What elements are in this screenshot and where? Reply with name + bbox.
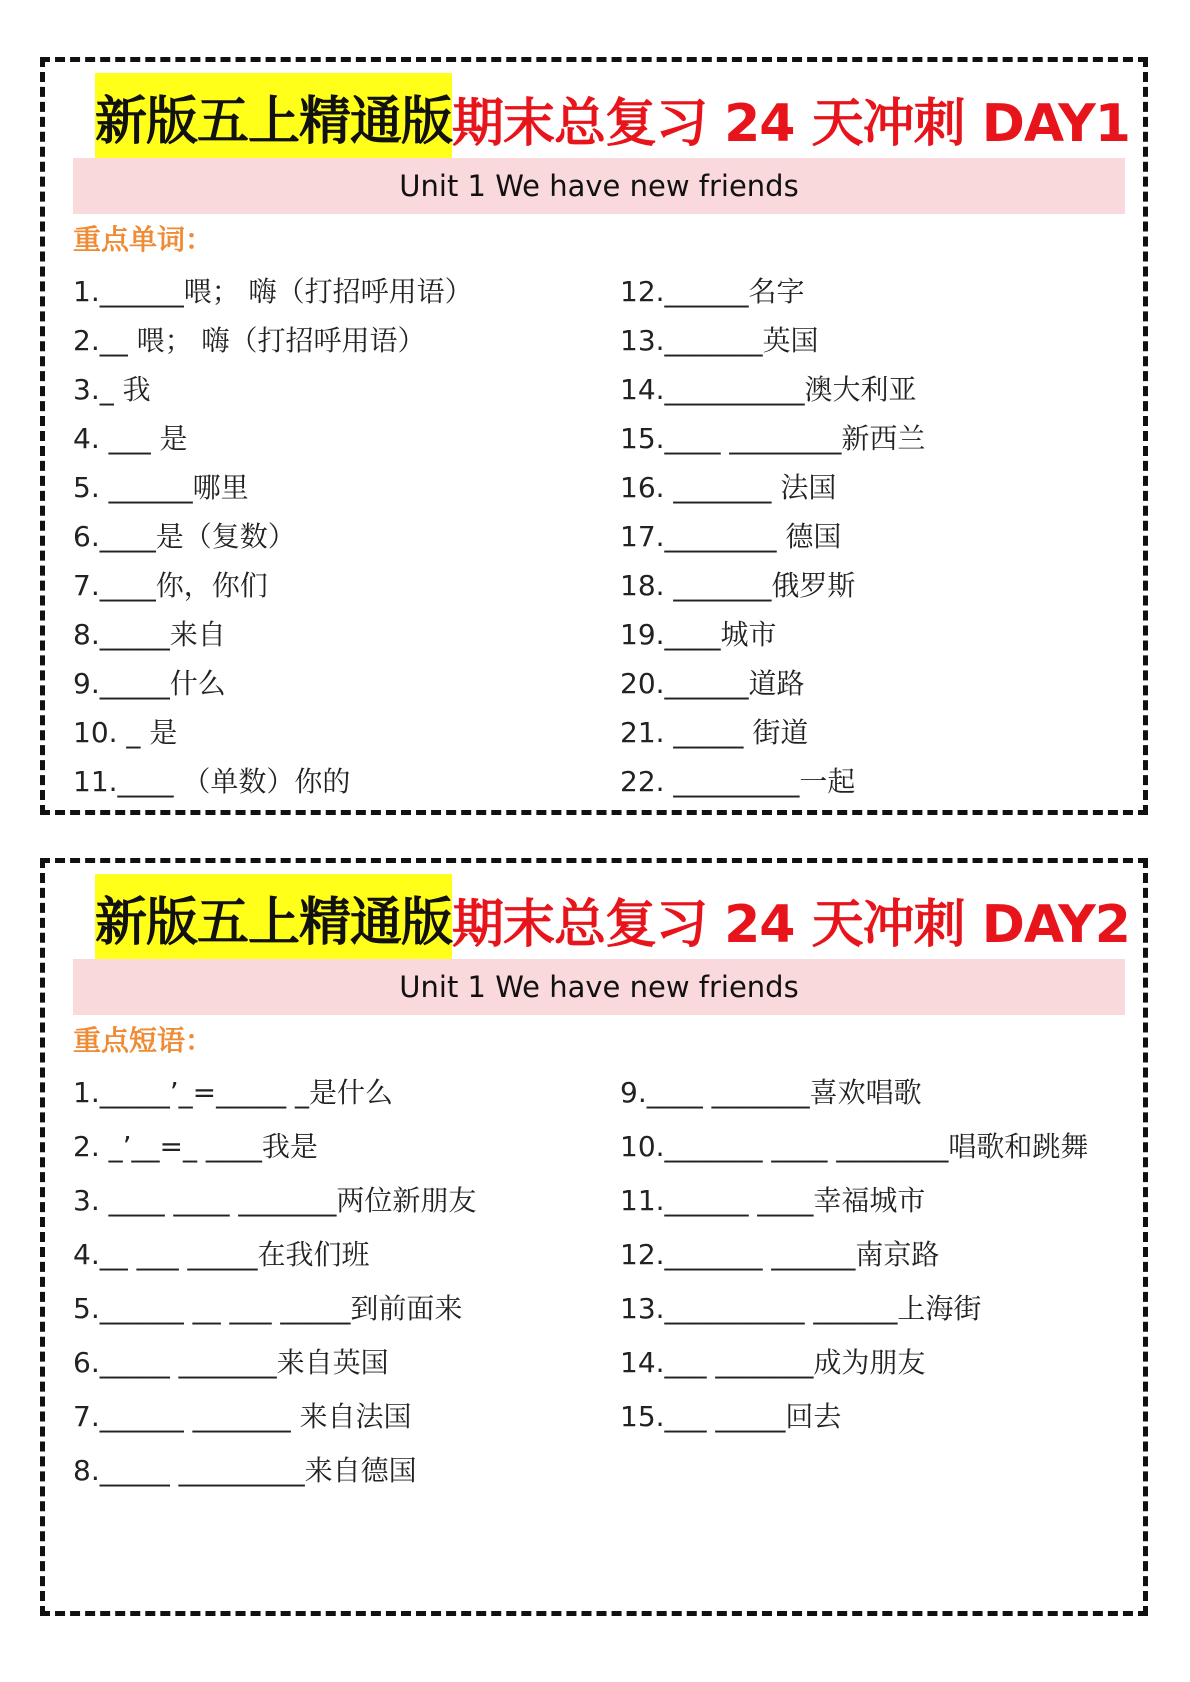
list-item: 20.______道路 xyxy=(620,667,805,700)
list-item: 2. _’__=_ ____我是 xyxy=(73,1130,318,1163)
day1-section-heading: 重点单词： xyxy=(73,223,214,256)
day2-unit-banner: Unit 1 We have new friends xyxy=(73,959,1125,1015)
day1-left-list xyxy=(73,267,473,806)
day2-right-list xyxy=(620,1066,1088,1444)
list-item: 9._____什么 xyxy=(73,667,226,700)
day1-unit-banner: Unit 1 We have new friends xyxy=(73,158,1125,214)
list-item: 8._____ _________来自德国 xyxy=(73,1454,417,1487)
list-item: 8._____来自 xyxy=(73,618,226,651)
list-item: 13._______英国 xyxy=(620,324,819,357)
list-item: 11.____ （单数）你的 xyxy=(73,765,351,798)
day2-left-list xyxy=(73,1066,476,1498)
list-item: 5. ______哪里 xyxy=(73,471,249,504)
list-item: 7.______ _______ 来自法国 xyxy=(73,1400,412,1433)
list-item: 15.____ ________新西兰 xyxy=(620,422,926,455)
day1-card xyxy=(40,57,1148,815)
day1-right-list xyxy=(620,267,925,806)
list-item: 15.___ _____回去 xyxy=(620,1400,842,1433)
list-item: 12.______名字 xyxy=(620,275,805,308)
day2-title xyxy=(95,873,1130,965)
list-item: 2.__ 喂； 嗨（打招呼用语） xyxy=(73,324,426,357)
list-item: 16. _______ 法国 xyxy=(620,471,837,504)
list-item: 22. _________一起 xyxy=(620,765,856,798)
day2-card xyxy=(40,858,1148,1616)
list-item: 14.__________澳大利亚 xyxy=(620,373,917,406)
list-item: 19.____城市 xyxy=(620,618,777,651)
list-item: 13.__________ ______上海街 xyxy=(620,1292,982,1325)
day1-title xyxy=(95,72,1130,164)
day1-title-highlight: 新版五上精通版 xyxy=(95,73,452,164)
list-item: 18. _______俄罗斯 xyxy=(620,569,856,602)
list-item: 10._______ ____ ________唱歌和跳舞 xyxy=(620,1130,1089,1163)
list-item: 17.________ 德国 xyxy=(620,520,842,553)
day2-section-heading: 重点短语： xyxy=(73,1024,214,1057)
list-item: 11.______ ____幸福城市 xyxy=(620,1184,926,1217)
list-item: 3. ____ ____ _______两位新朋友 xyxy=(73,1184,477,1217)
list-item: 1.______喂； 嗨（打招呼用语） xyxy=(73,275,473,308)
list-item: 12._______ ______南京路 xyxy=(620,1238,940,1271)
list-item: 3._ 我 xyxy=(73,373,151,406)
list-item: 10. _ 是 xyxy=(73,716,178,749)
list-item: 4. ___ 是 xyxy=(73,422,188,455)
day2-title-rest: 期末总复习 24 天冲刺 DAY2 xyxy=(452,894,1130,955)
list-item: 9.____ _______喜欢唱歌 xyxy=(620,1076,922,1109)
list-item: 6._____ _______来自英国 xyxy=(73,1346,389,1379)
day2-title-highlight: 新版五上精通版 xyxy=(95,874,452,965)
list-item: 21. _____ 街道 xyxy=(620,716,809,749)
list-item: 14.___ _______成为朋友 xyxy=(620,1346,926,1379)
list-item: 4.__ ___ _____在我们班 xyxy=(73,1238,370,1271)
list-item: 6.____是（复数） xyxy=(73,520,296,553)
day1-title-rest: 期末总复习 24 天冲刺 DAY1 xyxy=(452,93,1130,154)
list-item: 1._____’_=_____ _是什么 xyxy=(73,1076,393,1109)
list-item: 7.____你，你们 xyxy=(73,569,268,602)
list-item: 5.______ __ ___ _____到前面来 xyxy=(73,1292,463,1325)
